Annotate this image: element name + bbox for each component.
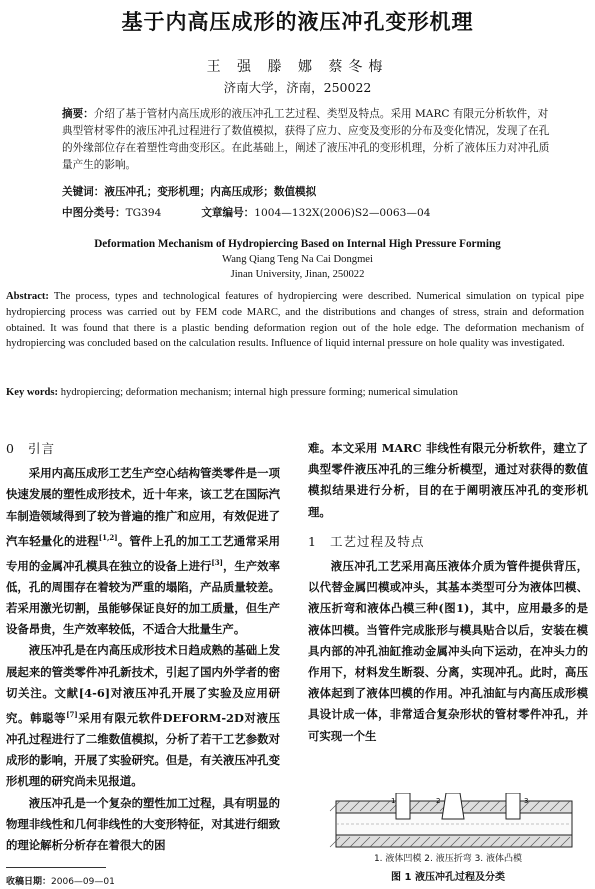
english-authors: Wang Qiang Teng Na Cai Dongmei [222, 254, 373, 265]
keywords-cn [62, 184, 558, 199]
section-1-title: 工艺过程及特点 [330, 533, 425, 549]
svg-text:2: 2 [436, 797, 441, 805]
intro-p1b-text: 。管件上孔的加工工艺通常采用专用的金属冲孔模具在独立的设备上进行 [6, 533, 280, 573]
clc-label: 中图分类号： [62, 207, 126, 219]
svg-text:3: 3 [524, 797, 529, 805]
article-number-value: 1004—132X(2006)S2—0063—04 [254, 207, 431, 219]
footnote-rule [6, 867, 106, 868]
authors: 王 强 滕 娜 蔡冬梅 [206, 59, 389, 75]
keywords-en [6, 385, 584, 401]
section-0-number: 0 [6, 441, 15, 456]
svg-text:1: 1 [391, 797, 396, 805]
received-value: 2006—09—01 [51, 877, 115, 887]
intro-paragraph-3: 液压冲孔是一个复杂的塑性加工过程，具有明显的物理非线性和几何非线性的大变形特征，对其进行细致的理论解析分析存在着很大的困 [6, 795, 280, 853]
english-affiliation: Jinan University, Jinan, 250022 [230, 269, 365, 280]
ref-7: [7] [66, 710, 78, 720]
process-paragraph-1: 液压冲孔工艺采用高压液体介质为管件提供背压，以代替金属凹模或冲头，其基本类型可分为液体凹模、液压折弯和液体凸模三种(图1)，其中，应用最多的是液体凹模。当管件完成胀形与模具贴合以后，安装在模具内部的冲孔油缸推动金属冲头向下运动，在冲头力的作用下，材料发生断裂、分离，实现冲孔。此时，高压液体起到了液体凹模的作用。冲孔油缸与内高压成形模具设计成一体，非常适合复杂形状的管材零件冲孔，并可实现一个生 [308, 559, 588, 743]
figure-labels: 1. 液体凹模 2. 液压折弯 3. 液体凸模 [373, 854, 523, 864]
clc-value: TG394 [125, 207, 162, 219]
paper-title: 基于内高压成形的液压冲孔变形机理 [121, 10, 474, 34]
received-label: 收稿日期： [6, 877, 52, 887]
intro-p1c-text: ，生产效率低，孔的周围存在着较为严重的塌陷，产品质量较差。若采用激光切割，虽能够保证良好的加工质量，但生产设备昂贵，生产效率较低，不适合大批量生产。 [6, 558, 280, 637]
section-0-heading [6, 438, 280, 459]
abstract-cn-label: 摘要： [62, 108, 94, 120]
section-1-heading [308, 531, 588, 552]
intro-paragraph-1 [6, 463, 280, 640]
intro-p1-text: 采用内高压成形工艺生产空心结构管类零件是一项快速发展的塑性成形技术，近十年来，该工艺在国际汽车制造领域得到了较为普遍的推广和应用，有效促进了汽车轻量化的进程 [6, 466, 280, 548]
section-1-number: 1 [308, 533, 317, 549]
affiliation: 济南大学，济南，250022 [223, 80, 372, 95]
abstract-en-label: Abstract: [6, 291, 49, 302]
intro-paragraph-2 [6, 640, 280, 792]
abstract-cn [62, 106, 558, 174]
hydropiercing-figure [328, 793, 580, 855]
classification-row [62, 205, 558, 220]
received-date [6, 874, 115, 887]
abstract-en [6, 289, 584, 352]
keywords-cn-label: 关键词： [62, 186, 105, 198]
left-column [6, 438, 280, 856]
abstract-en-text: The process, types and technological features of hydropiercing were described. Numerical simulation on typical pipe hydropiercing process was carried out by FEM code MARC, and the distributions and changes of stress, strain and deformation obtained. It was found that there is a plastic bending deformation region out of the hole edge. The deformation mechanism of hydropiercing was concluded based on the calculation results. Influence of liquid internal pressure on hole quality was investigated. [6, 291, 584, 350]
keywords-en-text: hydropiercing; deformation mechanism; internal high pressure forming; numerical simulation [58, 387, 458, 398]
ref-1-2: [1,2] [98, 532, 118, 542]
ref-3: [3] [211, 557, 223, 567]
abstract-cn-text: 介绍了基于管材内高压成形的液压冲孔工艺过程、类型及特点。采用 MARC 有限元分析软件，对典型管材零件的液压冲孔过程进行了数值模拟，获得了应力、应变及变形的分布及变化情况，发现了在孔的外缘部位存在着塑性弯曲变形区。在此基础上，阐述了液压冲孔的变形机理，分析了液体压力对冲孔质量产生的影响。 [62, 108, 550, 171]
figure-caption: 图 1 液压冲孔过程及分类 [391, 872, 505, 883]
section-0-title: 引言 [28, 441, 56, 456]
intro-p2b-text: 采用有限元软件DEFORM-2D对液压冲孔过程进行了二维数值模拟，分析了若干工艺参数对成形的影响，开展了实验研究。但是，有关液压冲孔变形机理的研究尚未见报道。 [6, 710, 280, 789]
keywords-en-label: Key words: [6, 387, 59, 398]
english-title: Deformation Mechanism of Hydropiercing Based on Internal High Pressure Forming [94, 238, 501, 250]
right-column [308, 438, 588, 747]
intro-p2-text: 液压冲孔是在内高压成形技术日趋成熟的基础上发展起来的管类零件冲孔新技术，引起了国内外学者的密切关注。文献[4-6]对液压冲孔开展了实验及应用研究。韩聪等 [6, 643, 280, 725]
intro-continuation: 难。本文采用 MARC 非线性有限元分析软件，建立了典型零件液压冲孔的三维分析模型，通过对获得的数值模拟结果进行分析，目的在于阐明液压冲孔的变形机理。 [308, 441, 588, 519]
article-number-label: 文章编号： [201, 207, 255, 219]
keywords-cn-text: 液压冲孔；变形机理；内高压成形；数值模拟 [104, 186, 317, 198]
